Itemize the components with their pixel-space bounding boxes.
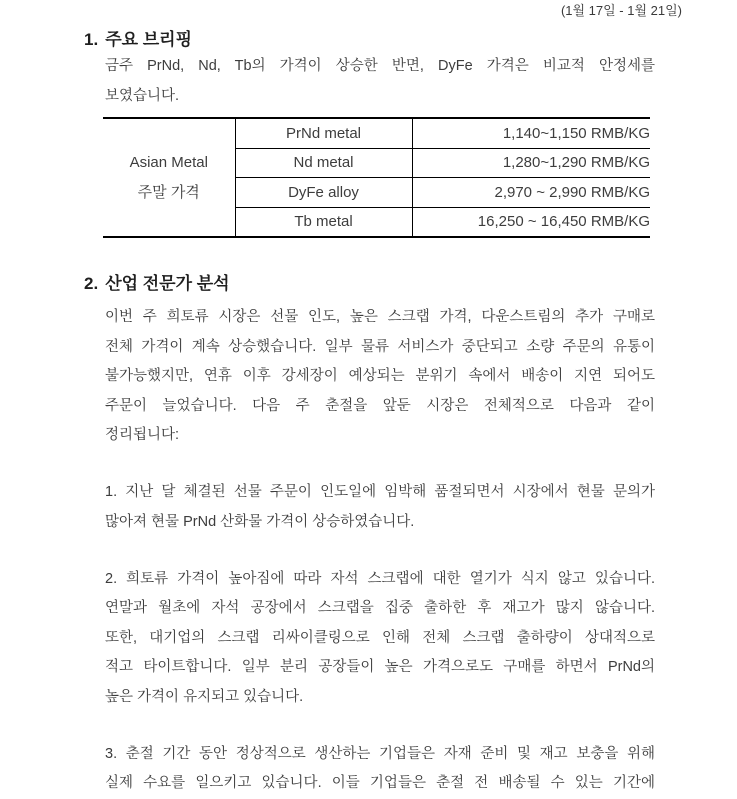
price-value-cell: 2,970 ~ 2,990 RMB/KG [412, 178, 650, 208]
text-line: 전체 가격이 계속 상승했습니다. 일부 물류 서비스가 중단되고 소량 주문의 유통이 [105, 338, 655, 355]
text-line: 정리됩니다: [105, 427, 180, 443]
text-line: 적고 타이트합니다. 일부 분리 공장들이 높은 가격으로도 구매를 하면서 PrNd의 [105, 659, 655, 675]
section2-title: 산업 전문가 분석 [105, 274, 230, 293]
text-line: 이번 주 희토류 시장은 선물 인도, 높은 스크랩 가격, 다운스트림의 추가 구매로 [105, 309, 655, 325]
price-table-row [103, 118, 650, 148]
text-line: 불가능했지만, 연휴 이후 강세장이 예상되는 분위기 속에서 배송이 지연 되어도 [105, 368, 655, 384]
text-line: 실제 수요를 일으키고 있습니다. 이들 기업들은 춘절 전 배송될 수 있는 기간에 [105, 775, 655, 791]
row-header-line: Asian Metal [129, 154, 208, 171]
metal-name-cell: DyFe alloy [235, 178, 412, 208]
section2-paragraph-1 [105, 303, 655, 451]
section2-paragraph-2 [105, 478, 655, 537]
section1-heading [84, 30, 737, 50]
text-line: 또한, 대기업의 스크랩 리싸이클링으로 인해 전체 스크랩 출하량이 상대적으로 [105, 629, 655, 646]
text-line: 1. 지난 달 체결된 선물 주문이 인도일에 임박해 품절되면서 시장에서 현물 문의가 [105, 484, 655, 500]
price-value-cell: 16,250 ~ 16,450 RMB/KG [412, 207, 650, 237]
metal-name-cell: Nd metal [235, 148, 412, 178]
price-value-cell: 1,280~1,290 RMB/KG [412, 148, 650, 178]
section2-number: 2. [84, 274, 99, 293]
section1-title: 주요 브리핑 [105, 30, 193, 49]
metal-name-cell: Tb metal [235, 207, 412, 237]
text-line: 2. 희토류 가격이 높아짐에 따라 자석 스크랩에 대한 열기가 식지 않고 있습니다. [105, 570, 655, 587]
section2-paragraph-3 [105, 565, 655, 713]
metal-name-cell: PrNd metal [235, 118, 412, 148]
section2-paragraph-4 [105, 740, 655, 799]
section1-intro-paragraph [105, 52, 655, 111]
document-page [0, 3, 737, 799]
price-value-cell: 1,140~1,150 RMB/KG [412, 118, 650, 148]
section1-number: 1. [84, 30, 99, 49]
section2-heading [84, 274, 737, 294]
text-line: 금주 PrNd, Nd, Tb의 가격이 상승한 반면, DyFe 가격은 비교적 안정세를 [105, 58, 655, 74]
section2-body [0, 303, 737, 799]
text-line: 3. 춘절 기간 동안 정상적으로 생산하는 기업들은 자재 준비 및 재고 보충을 위해 [105, 745, 655, 762]
text-line: 보였습니다. [105, 87, 180, 104]
row-header-line: 주말 가격 [137, 183, 200, 201]
text-line: 연말과 월초에 자석 공장에서 스크랩을 집중 출하한 후 재고가 많지 않습니다. [105, 600, 655, 616]
text-line: 주문이 늘었습니다. 다음 주 춘절을 앞둔 시장은 전체적으로 다음과 같이 [105, 397, 655, 414]
text-line: 많아져 현물 PrNd 산화물 가격이 상승하였습니다. [105, 513, 415, 530]
date-range: (1월 17일 - 1월 21일) [560, 3, 682, 18]
text-line: 높은 가격이 유지되고 있습니다. [105, 688, 304, 705]
price-table [103, 117, 650, 238]
price-table-row-header [103, 118, 235, 237]
